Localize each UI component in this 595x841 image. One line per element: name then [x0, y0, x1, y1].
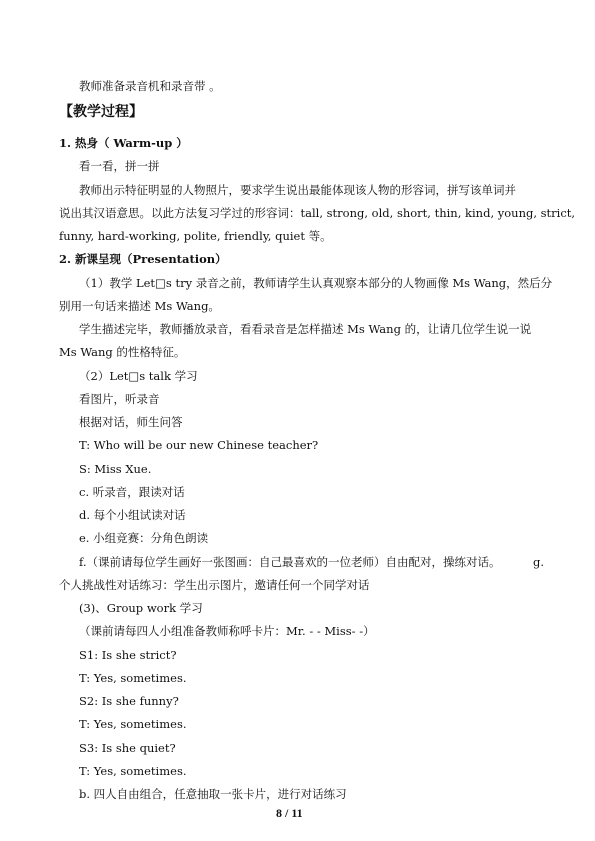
- page-number: 8 / 11: [276, 806, 303, 820]
- dialogue-line: T: Yes, sometimes.: [79, 764, 187, 778]
- list-item-continuation: 个人挑战性对话练习：学生出示图片，邀请任何一个同学对话: [59, 578, 370, 592]
- list-item: e. 小组竞赛：分角色朗读: [79, 531, 209, 545]
- paragraph-line: 学生描述完毕，教师播放录音，看看录音是怎样描述 Ms Wang 的，让请几位学生说一说: [79, 322, 532, 336]
- step-1-heading: 1. 热身（ Warm-up ）: [59, 136, 188, 150]
- paragraph-line: 根据对话，师生问答: [79, 415, 183, 429]
- subsection-heading: （2）Let□s talk 学习: [79, 369, 198, 383]
- materials-line: 教师准备录音机和录音带 。: [79, 79, 221, 93]
- list-item: f.（课前请每位学生画好一张图画：自己最喜欢的一位老师）自由配对，操练对话。: [79, 555, 501, 569]
- paragraph-line: 别用一句话来描述 Ms Wang。: [59, 299, 220, 313]
- dialogue-line: S1: Is she strict?: [79, 648, 177, 662]
- paragraph-line: Ms Wang 的性格特征。: [59, 345, 186, 359]
- paragraph-line: 看图片，听录音: [79, 392, 160, 406]
- paragraph-line: funny, hard-working, polite, friendly, quiet 等。: [59, 229, 332, 243]
- list-item: b. 四人自由组合，任意抽取一张卡片，进行对话练习: [79, 787, 347, 801]
- dialogue-line: T: Who will be our new Chinese teacher?: [79, 438, 319, 452]
- dialogue-line: S: Miss Xue.: [79, 462, 152, 476]
- paragraph-line: （课前请每四人小组准备教师称呼卡片：Mr. - - Miss- -）: [79, 624, 375, 638]
- paragraph-line: 看一看，拼一拼: [79, 159, 160, 173]
- dialogue-line: S2: Is she funny?: [79, 694, 179, 708]
- section-heading-teaching-process: 【教学过程】: [59, 104, 143, 120]
- list-item: d. 每个小组试读对话: [79, 508, 186, 522]
- paragraph-line: （1）教学 Let□s try 录音之前，教师请学生认真观察本部分的人物画像 Ms Wang，然后分: [79, 276, 553, 290]
- dialogue-line: T: Yes, sometimes.: [79, 671, 187, 685]
- subsection-heading: (3)、Group work 学习: [79, 601, 203, 615]
- list-item: c. 听录音，跟读对话: [79, 485, 185, 499]
- dialogue-line: S3: Is she quiet?: [79, 741, 176, 755]
- list-item-marker: g.: [533, 555, 545, 569]
- step-2-heading: 2. 新课呈现（Presentation）: [59, 252, 227, 266]
- dialogue-line: T: Yes, sometimes.: [79, 717, 187, 731]
- paragraph-line: 说出其汉语意思。以此方法复习学过的形容词：tall, strong, old, short, thin, kind, young, strict,: [59, 206, 576, 220]
- paragraph-line: 教师出示特征明显的人物照片，要求学生说出最能体现该人物的形容词，拼写该单词并: [79, 183, 516, 197]
